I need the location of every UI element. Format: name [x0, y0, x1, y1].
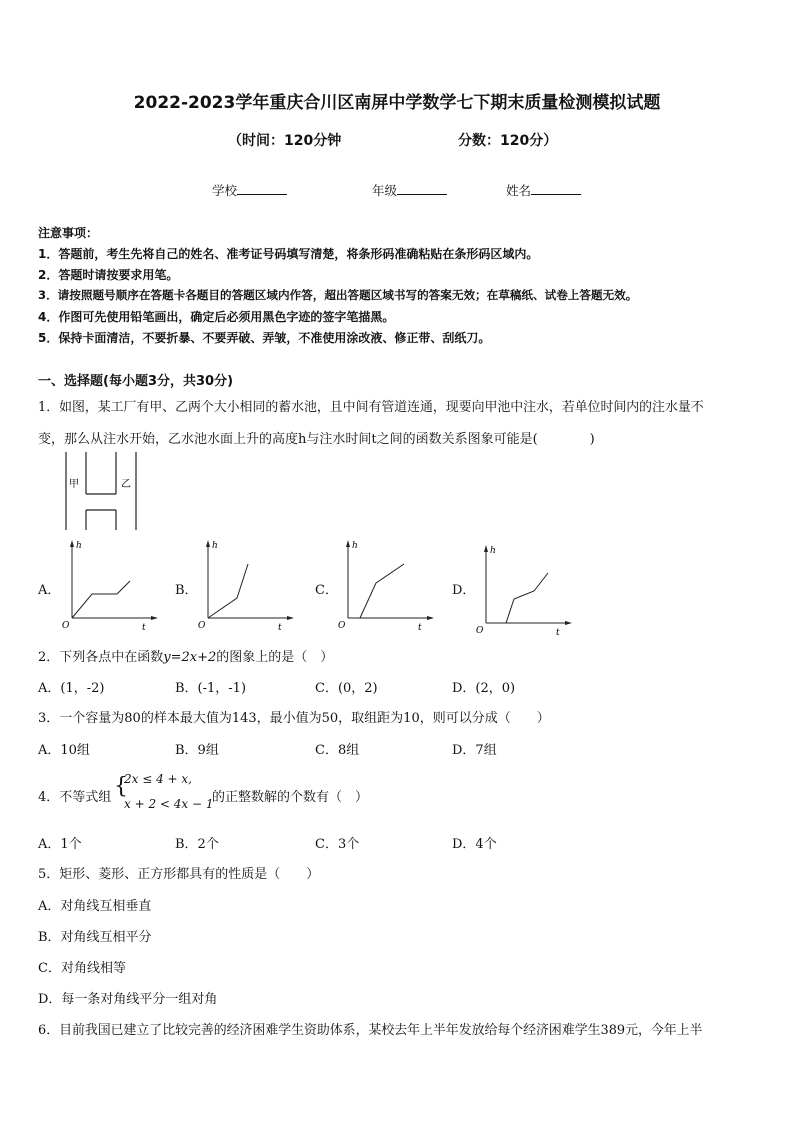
origin-label: O: [476, 626, 484, 635]
axis-y-label: h: [490, 546, 496, 556]
tank-right-label: 乙: [121, 479, 131, 490]
q5-option-b[interactable]: B．对角线互相平分: [38, 930, 152, 945]
q1-option-d-label[interactable]: D．: [452, 583, 476, 598]
q2-option-d[interactable]: D．(2，0): [452, 681, 516, 696]
name-label: 姓名: [506, 183, 532, 198]
q3-text: 3．一个容量为80的样本最大值为143，最小值为50，取组距为10，则可以分成（ ）: [38, 711, 550, 726]
q4-inequality-2: x + 2 < 4x − 1: [124, 797, 214, 811]
axis-y-label: h: [212, 541, 218, 551]
score-label: 分数：120分）: [458, 133, 558, 149]
axis-x-label: t: [418, 623, 422, 630]
axis-y-label: h: [76, 541, 82, 551]
q5-text: 5．矩形、菱形、正方形都具有的性质是（ ）: [38, 867, 320, 882]
q1-graph-c[interactable]: [336, 538, 436, 630]
q2-option-b[interactable]: B．(-1，-1): [175, 681, 247, 696]
q4-inequality-1: 2x ≤ 4 + x,: [124, 772, 192, 786]
q4-option-a[interactable]: A．1个: [38, 837, 82, 852]
q2-formula: y=2x+2: [163, 650, 217, 665]
q1-option-c-label[interactable]: C．: [315, 583, 338, 598]
axis-x-label: t: [556, 628, 560, 635]
brace-symbol: {: [114, 774, 128, 799]
water-tanks-figure: [60, 450, 140, 532]
q3-option-a[interactable]: A．10组: [38, 743, 90, 758]
q4-option-b[interactable]: B．2个: [175, 837, 219, 852]
q5-option-a[interactable]: A．对角线互相垂直: [38, 899, 152, 914]
grade-label: 年级: [372, 183, 398, 198]
q4-option-c[interactable]: C．3个: [315, 837, 360, 852]
q4-option-d[interactable]: D．4个: [452, 837, 497, 852]
school-label: 学校: [212, 183, 238, 198]
notice-heading: 注意事项：: [38, 226, 99, 240]
q3-option-d[interactable]: D．7组: [452, 743, 497, 758]
school-field: [212, 181, 287, 199]
time-label: （时间：120分钟: [228, 133, 342, 149]
name-field: [506, 181, 581, 199]
q1-graph-d[interactable]: [474, 543, 574, 635]
axis-y-label: h: [352, 541, 358, 551]
q2-text-a: 2．下列各点中在函数: [38, 650, 164, 665]
q4-text-a: 4．不等式组: [38, 790, 112, 805]
q1-text-line2: 变，那么从注水开始，乙水池水面上升的高度h与注水时间t之间的函数关系图象可能是( ): [38, 432, 595, 447]
q2-option-a[interactable]: A．(1，-2): [38, 681, 105, 696]
tank-left-label: 甲: [69, 479, 79, 490]
notice-item: 4．作图可先使用铅笔画出，确定后必须用黑色字迹的签字笔描黑。: [38, 310, 395, 324]
q5-option-d[interactable]: D．每一条对角线平分一组对角: [38, 992, 218, 1007]
q2-text-b: 的图象上的是（ ）: [216, 650, 334, 665]
q3-option-c[interactable]: C．8组: [315, 743, 360, 758]
axis-x-label: t: [278, 623, 282, 630]
paper-title: 2022-2023学年重庆合川区南屏中学数学七下期末质量检测模拟试题: [133, 93, 661, 113]
q1-option-a-label[interactable]: A．: [38, 583, 61, 598]
q1-graph-a[interactable]: [60, 538, 160, 630]
q2-text: [38, 646, 333, 665]
origin-label: O: [198, 621, 206, 630]
q6-text: 6．目前我国已建立了比较完善的经济困难学生资助体系，某校去年上半年发放给每个经济困难学生389元，今年上半: [38, 1023, 703, 1038]
grade-field: [372, 181, 447, 199]
notice-item: 2．答题时请按要求用笔。: [38, 268, 179, 282]
q4-text-b: 的正整数解的个数有（ ）: [212, 790, 369, 805]
q5-option-c[interactable]: C．对角线相等: [38, 961, 126, 976]
origin-label: O: [338, 621, 346, 630]
q1-graph-b[interactable]: [196, 538, 296, 630]
notice-item: 3．请按照题号顺序在答题卡各题目的答题区域内作答，超出答题区域书写的答案无效；在草稿纸、试卷上答题无效。: [38, 288, 638, 302]
section-heading: 一、选择题(每小题3分，共30分): [38, 374, 234, 389]
q1-option-b-label[interactable]: B．: [175, 583, 198, 598]
origin-label: O: [62, 621, 70, 630]
q2-option-c[interactable]: C．(0，2): [315, 681, 378, 696]
notice-item: 1．答题前，考生先将自己的姓名、准考证号码填写清楚，将条形码准确粘贴在条形码区域内。: [38, 247, 539, 261]
q3-option-b[interactable]: B．9组: [175, 743, 219, 758]
q1-text-line1: 1．如图，某工厂有甲、乙两个大小相同的蓄水池，且中间有管道连通，现要向甲池中注水，若单位时间内的注水量不: [38, 400, 704, 415]
axis-x-label: t: [142, 623, 146, 630]
notice-item: 5．保持卡面清洁，不要折暴、不要弄破、弄皱，不准使用涂改液、修正带、刮纸刀。: [38, 331, 491, 345]
